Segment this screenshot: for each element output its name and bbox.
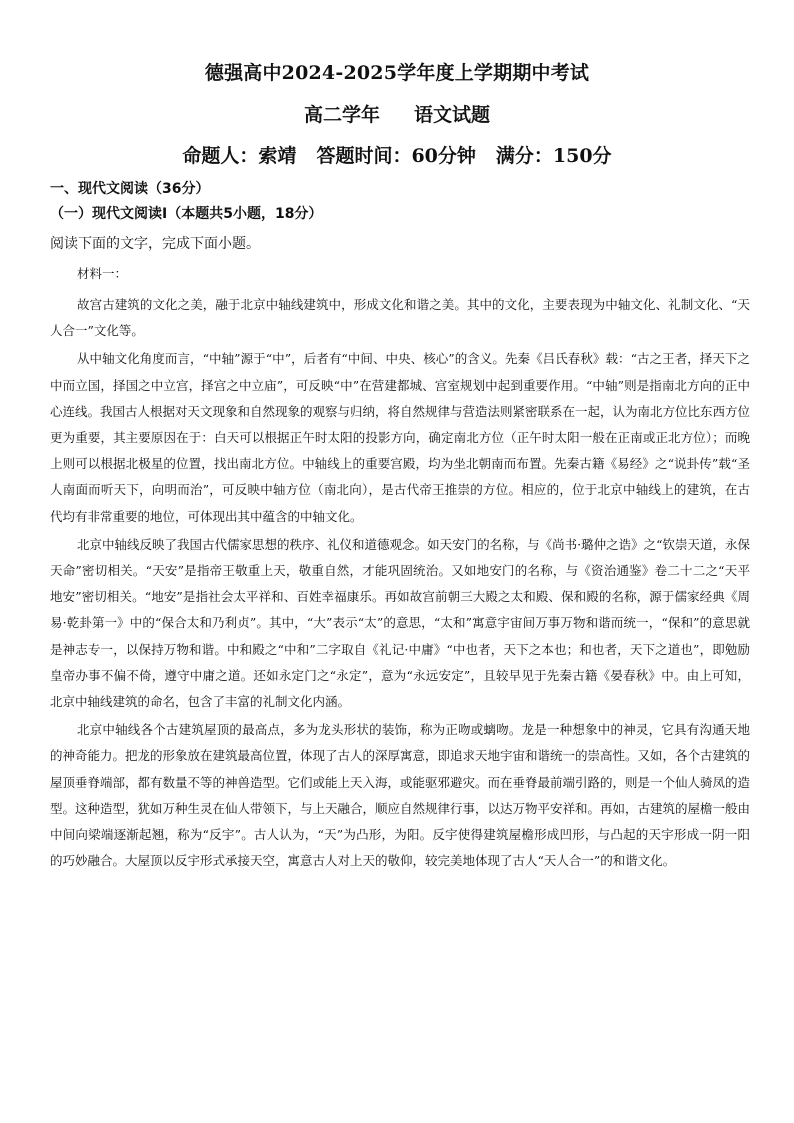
exam-subtitle [0, 100, 794, 127]
passage-paragraph-1: 故宫古建筑的文化之美，融于北京中轴线建筑中，形成文化和谐之美。其中的文化，主要表现为中轴文化、礼制文化、“天人合一”文化等。 [50, 297, 750, 339]
grade-label: 高二学年 [303, 104, 380, 126]
score-label: 满分：150分 [495, 145, 612, 167]
exam-title: 德强高中2024-2025学年度上学期期中考试 [204, 62, 590, 84]
time-label: 答题时间：60分钟 [316, 145, 476, 167]
passage-paragraph-3: 北京中轴线反映了我国古代儒家思想的秩序、礼仪和道德观念。如天安门的名称，与《尚书·璐仲之诰》之“钦崇天道，永保天命”密切相关。“天安”是指帝王敬重上天，敬重自然，才能巩固统治。又如地安门的名称，与《资治通鉴》卷二十二之“天平地安”密切相关。“地安”是指社会太平祥和、百姓幸福康乐。再如故宫前朝三大殿之太和殿、保和殿的名称，源于儒家经典《周易·乾卦第一》中的“保合太和乃利贞”。其中，“大”表示“太”的意思，“太和”寓意宇宙间万事万物和谐而统一，“保和”的意思就是神志专一，以保持万物和谐。中和殿之“中和”二字取自《礼记·中庸》“中也者，天下之本也；和也者，天下之道也”，即勉励皇帝办事不偏不倚，遵守中庸之道。还如永定门之“永定”，意为“永远安定”，且较早见于先秦古籍《晏春秋》中。由上可知，北京中轴线建筑的命名，包含了丰富的礼制文化内涵。 [50, 536, 750, 710]
exam-info [0, 141, 794, 168]
author-label: 命题人：索靖 [182, 145, 297, 167]
subject-label: 语文试题 [414, 104, 491, 126]
section-subheading: （一）现代文阅读Ⅰ（本题共5小题，18分） [50, 206, 323, 222]
passage-paragraph-4: 北京中轴线各个古建筑屋顶的最高点，多为龙头形状的装饰，称为正吻或螭吻。龙是一种想象中的神灵，它具有沟通天地的神奇能力。把龙的形象放在建筑最高位置，体现了古人的深厚寓意，即追求天地宇宙和谐统一的崇高性。又如，各个古建筑的屋顶垂脊端部，都有数量不等的神兽造型。它们或能上天入海，或能驱邪避灾。而在垂脊最前端引路的，则是一个仙人骑凤的造型。这种造型，犹如万种生灵在仙人带领下，与上天融合，顺应自然规律行事，以达万物平安祥和。再如，古建筑的屋檐一般由中间向梁端逐渐起翘，称为“反宇”。古人认为，“天”为凸形，为阳。反宇使得建筑屋檐形成凹形，与凸起的天宇形成一阴一阳的巧妙融合。大屋顶以反宇形式承接天空，寓意古人对上天的敬仰，较完美地体现了古人“天人合一”的和谐文化。 [50, 722, 751, 869]
reading-instruction: 阅读下面的文字，完成下面小题。 [50, 236, 260, 252]
passage-paragraph-2: 从中轴文化角度而言，“中轴”源于“中”，后者有“中间、中央、核心”的含义。先秦《吕氏春秋》载：“古之王者，择天下之中而立国，择国之中立宫，择宫之中立庙”，可反映“中”在营建都城、宫室规划中起到重要作用。“中轴”则是指南北方向的正中心连线。我国古人根据对天文现象和自然现象的观察与归纳，将自然规律与营造法则紧密联系在一起，认为南北方位比东西方位更为重要，其主要原因在于：白天可以根据正午时太阳的投影方向，确定南北方位（正午时太阳一般在正南或正北方位）；而晚上则可以根据北极星的位置，找出南北方位。中轴线上的重要宫殿，均为坐北朝南而布置。先秦古籍《易经》之“说卦传”载“圣人南面而听天下，向明而治”，可反映中轴方位（南北向），是古代帝王推崇的方位。相应的，位于北京中轴线上的建筑，在古代均有非常重要的地位，可体现出其中蕴含的中轴文化。 [50, 351, 751, 524]
material-label: 材料一： [77, 266, 128, 281]
passage-body [50, 292, 750, 876]
section-heading: 一、现代文阅读（36分） [50, 181, 210, 197]
